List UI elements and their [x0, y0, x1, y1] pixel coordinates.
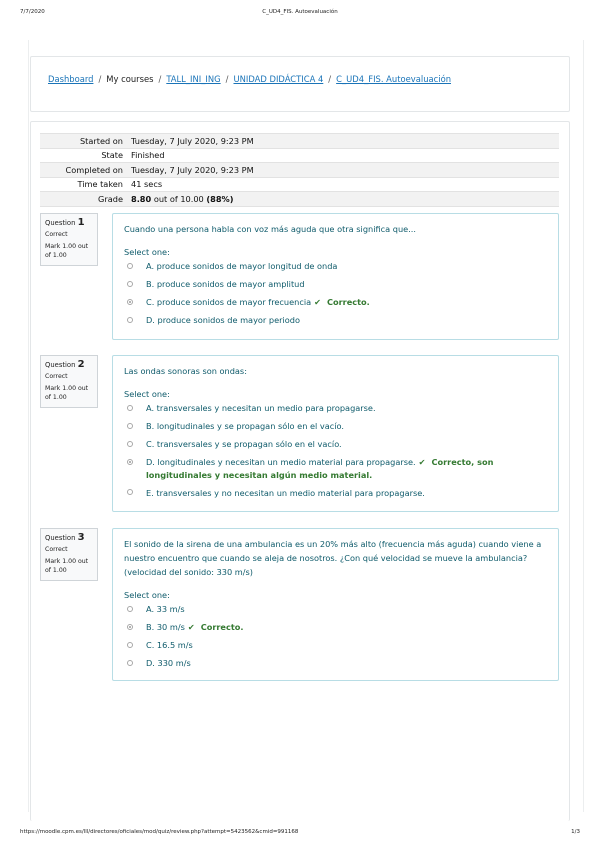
- answer-option: [124, 657, 548, 670]
- question-box-3: [112, 528, 559, 681]
- answer-option: [124, 420, 548, 433]
- check-icon: ✔: [187, 621, 195, 632]
- answer-feedback: Correcto, son longitudinales y necesitan algún medio material.: [146, 456, 494, 480]
- breadcrumb-unit[interactable]: UNIDAD DIDÁCTICA 4: [233, 74, 324, 84]
- answer-text: A. 33 m/s: [146, 604, 185, 614]
- question-info-2: [40, 355, 98, 408]
- answer-text: D. longitudinales y necesitan un medio material para propagarse.: [146, 456, 416, 467]
- answer-text: D. 330 m/s: [146, 657, 191, 668]
- breadcrumb: [48, 74, 451, 84]
- question-number: 3: [77, 532, 85, 543]
- answer-text: D. produce sonidos de mayor periodo: [146, 314, 300, 325]
- print-doc-title: C_UD4_FIS. Autoevaluación: [262, 9, 338, 15]
- summary-value: Tuesday, 7 July 2020, 9:23 PM: [131, 163, 559, 178]
- answer-option: [124, 278, 548, 291]
- answer-text: E. transversales y no necesitan un medio material para propagarse.: [146, 487, 425, 498]
- question-mark: Mark 1.00 out of 1.00: [45, 243, 89, 259]
- question-label: Question: [45, 534, 76, 542]
- question-box-1: [112, 213, 559, 340]
- question-text: El sonido de la sirena de una ambulancia es un 20% más alto (frecuencia más aguda) cuando viene a nuestro encuentro que cuando se aleja de nosotros. ¿Con qué velocidad se mueve la ambulancia? (velocidad del sonido: 330 m/s): [124, 539, 542, 577]
- breadcrumb-separator: /: [158, 74, 162, 84]
- question-info-3: [40, 528, 98, 581]
- radio-icon: [127, 299, 133, 305]
- grade-percent: (88%): [206, 193, 234, 204]
- radio-icon: [127, 263, 133, 269]
- question-info-1: [40, 213, 98, 266]
- answer-text: A. transversales y necesitan un medio para propagarse.: [146, 403, 376, 413]
- radio-icon: [127, 317, 133, 323]
- breadcrumb-quiz[interactable]: C_UD4_FIS. Autoevaluación: [336, 74, 451, 84]
- answer-option-selected: [124, 456, 548, 481]
- question-state: Correct: [45, 231, 68, 238]
- select-one-label: Select one:: [124, 247, 170, 257]
- summary-row-time: [40, 177, 559, 192]
- check-icon: ✔: [418, 456, 426, 467]
- question-label: Question: [45, 361, 76, 369]
- answer-text: A. produce sonidos de mayor longitud de onda: [146, 261, 338, 271]
- breadcrumb-my-courses[interactable]: My courses: [106, 74, 154, 84]
- breadcrumb-course[interactable]: TALL_INI_ING: [166, 74, 221, 84]
- breadcrumb-card: [30, 56, 570, 112]
- answer-option: [124, 260, 548, 273]
- answer-text: B. produce sonidos de mayor amplitud: [146, 278, 305, 289]
- print-url: https://moodle.cpm.es/lll/directores/oficiales/mod/quiz/review.php?attempt=5423562&cmid=991168: [20, 829, 299, 835]
- answer-option: [124, 487, 548, 500]
- answer-text: B. longitudinales y se propagan sólo en el vacío.: [146, 420, 345, 431]
- check-icon: ✔: [314, 296, 321, 307]
- radio-icon: [127, 405, 133, 411]
- print-header: [0, 9, 600, 19]
- summary-value: Tuesday, 7 July 2020, 9:23 PM: [131, 134, 559, 149]
- answer-option: [124, 402, 548, 415]
- radio-icon: [127, 281, 133, 287]
- select-one-label: Select one:: [124, 389, 170, 399]
- radio-icon: [127, 606, 133, 612]
- answer-text: C. 16.5 m/s: [146, 639, 193, 650]
- radio-icon: [127, 660, 133, 666]
- answer-list: [124, 260, 548, 327]
- attempt-summary-table: [40, 133, 559, 207]
- question-state: Correct: [45, 373, 68, 380]
- answer-text: B. 30 m/s: [146, 621, 185, 632]
- radio-icon: [127, 489, 133, 495]
- print-footer: [0, 829, 600, 839]
- answer-feedback: Correcto.: [327, 296, 370, 307]
- summary-row-completed: [40, 163, 559, 178]
- summary-row-started: [40, 134, 559, 149]
- summary-label: Grade: [40, 192, 131, 207]
- summary-value: [131, 192, 559, 207]
- breadcrumb-separator: /: [328, 74, 332, 84]
- question-mark: Mark 1.00 out of 1.00: [45, 558, 89, 574]
- question-number: 1: [77, 217, 85, 228]
- question-number: 2: [77, 359, 85, 370]
- answer-option: [124, 603, 548, 616]
- answer-option: [124, 314, 548, 327]
- question-box-2: [112, 355, 559, 512]
- print-page-number: 1/3: [571, 829, 580, 835]
- radio-icon: [127, 441, 133, 447]
- radio-icon: [127, 459, 133, 465]
- answer-feedback: Correcto.: [200, 621, 244, 632]
- answer-list: [124, 603, 548, 670]
- answer-option-selected: [124, 296, 548, 309]
- select-one-label: Select one:: [124, 590, 170, 600]
- answer-text: C. transversales y se propagan sólo en el vacío.: [146, 438, 342, 449]
- answer-list: [124, 402, 548, 499]
- summary-value: 41 secs: [131, 177, 559, 192]
- summary-row-state: [40, 148, 559, 163]
- question-text: Las ondas sonoras son ondas:: [124, 366, 247, 376]
- summary-label: Completed on: [40, 163, 131, 178]
- answer-text: C. produce sonidos de mayor frecuencia: [146, 296, 312, 307]
- radio-icon: [127, 423, 133, 429]
- breadcrumb-separator: /: [225, 74, 229, 84]
- question-mark: Mark 1.00 out of 1.00: [45, 385, 89, 401]
- print-date: 7/7/2020: [20, 9, 45, 15]
- answer-option: [124, 438, 548, 451]
- breadcrumb-dashboard[interactable]: Dashboard: [48, 74, 94, 84]
- question-text: Cuando una persona habla con voz más aguda que otra significa que...: [124, 224, 416, 234]
- summary-value: Finished: [131, 148, 559, 163]
- summary-label: Started on: [40, 134, 131, 149]
- radio-icon: [127, 624, 133, 630]
- breadcrumb-separator: /: [98, 74, 102, 84]
- grade-out-of: out of 10.00: [153, 193, 204, 204]
- answer-option: [124, 639, 548, 652]
- radio-icon: [127, 642, 133, 648]
- answer-option-selected: [124, 621, 548, 634]
- summary-label: Time taken: [40, 177, 131, 192]
- summary-row-grade: [40, 192, 559, 207]
- grade-score: 8.80: [131, 193, 152, 204]
- question-label: Question: [45, 219, 76, 227]
- question-state: Correct: [45, 546, 68, 553]
- summary-label: State: [40, 148, 131, 163]
